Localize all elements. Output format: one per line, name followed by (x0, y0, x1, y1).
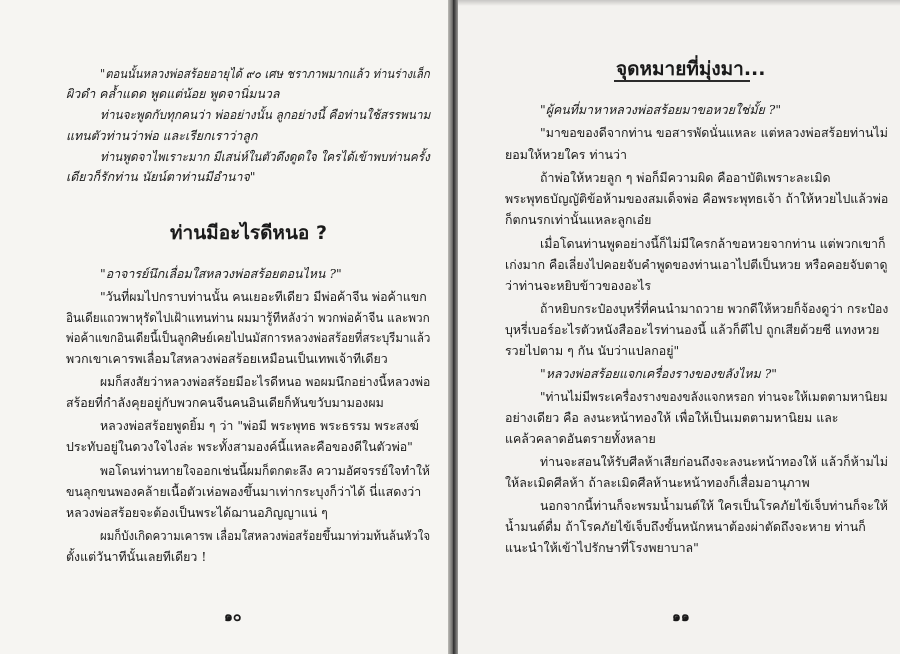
left-body-line-6: ผมก็สงสัยว่าหลวงพ่อสร้อยมีอะไรดีหนอ พอผมนึกอย่างนี้หลวงพ่อ (100, 374, 431, 389)
heading-underline (614, 80, 750, 82)
left-intro-line-4: แทนตัวท่านว่าพ่อ และเรียกเราว่าลูก (66, 128, 258, 143)
left-body-line-10: พอโดนท่านทายใจออกเช่นนี้ผมก็ตกตะลึง ความอัศจรรย์ใจทำให้ (100, 463, 430, 478)
right-body-line-15: อย่างเดียว คือ ลงนะหน้าทองให้ เพื่อให้เป็นเมตตามหานิยม และ (505, 410, 839, 425)
right-section-heading: จุดหมายที่มุ่งมา... (616, 58, 766, 80)
left-body-line-3: อินเดียแถวพาหุรัดไปเฝ้าแทนท่าน ผมมารู้ทีหลังว่า พวกพ่อค้าจีน และพวก (66, 310, 430, 325)
left-body-line-11: ขนลุกขนพองคล้ายเนื้อตัวเห่อพองขึ้นมาเท่ากระบุงก็ว่าได้ นี่แสดงว่า (66, 484, 422, 499)
left-page-number: ๑๐ (224, 609, 242, 625)
page-shadow (458, 0, 900, 6)
left-body-line-7: สร้อยที่กำลังคุยอยู่กับพวกคนจีนคนอินเดียก็หันขวับมามองผม (66, 395, 384, 410)
left-intro-line-5: ท่านพูดจาไพเราะมาก มีเสน่ห์ในตัวดึงดูดใจ ใครได้เข้าพบท่านครั้ง (100, 149, 430, 164)
left-section-heading: ท่านมีอะไรดีหนอ ? (170, 222, 327, 244)
left-body-line-5: พวกเขาเคารพเลื่อมใสหลวงพ่อสร้อยเหมือนเป็นเทพเจ้าทีเดียว (66, 351, 388, 366)
left-intro-line-3: ท่านจะพูดกับทุกคนว่า พ่ออย่างนั้น ลูกอย่างนี้ คือท่านใช้สรรพนาม (100, 107, 431, 122)
right-body-line-12: รวยไปตาม ๆ กัน นับว่าแปลกอยู่" (505, 343, 680, 358)
left-body-line-13: ผมก็บังเกิดความเคารพ เลื่อมใสหลวงพ่อสร้อยขึ้นมาท่วมท้นล้นหัวใจ (100, 528, 431, 543)
left-body-line-1: "อาจารย์นึกเลื่อมใสหลวงพ่อสร้อยตอนไหน ?" (100, 266, 342, 281)
right-body-line-6: ก็ตกนรกเท่านั้นแหละลูกเอ๋ย (505, 212, 652, 227)
left-body-line-8: หลวงพ่อสร้อยพูดยิ้ม ๆ ว่า "พ่อมี พระพุทธ พระธรรม พระสงฆ์ (100, 418, 419, 433)
right-body-line-21: แนะนำให้เข้าไปรักษาที่โรงพยาบาล" (505, 540, 699, 555)
right-body-line-19: นอกจากนี้ท่านก็จะพรมน้ำมนต์ให้ ใครเป็นโรคภัยไข้เจ็บท่านก็จะให้ (540, 498, 888, 513)
right-body-line-10: ถ้าหยิบกระป๋องบุหรี่ที่คนนำมาถวาย พวกดีให้หวยก็จ้องดูว่า กระป๋อง (540, 301, 889, 316)
book-gutter (448, 0, 458, 654)
right-body-line-14: "ท่านไม่มีพระเครื่องรางของขลังแจกหรอก ท่านจะให้เมตตามหานิยม (540, 389, 888, 404)
right-body-line-9: ว่าท่านจะหยิบข้าวของอะไร (505, 278, 652, 293)
left-intro-line-6: เดียวก็รักท่าน นัยน์ตาท่านมีอำนาจ" (66, 169, 256, 184)
left-intro-line-2: ผิวดำ คล้ำแดด พูดแต่น้อย พูดจานิ่มนวล (66, 86, 280, 101)
left-intro-line-1: "ตอนนั้นหลวงพ่อสร้อยอายุได้ ๙๐ เศษ ชราภาพมากแล้ว ท่านร่างเล็ก (100, 66, 430, 81)
left-body-line-14: ตั้งแต่วันาทีนั้นเลยทีเดียว ! (66, 549, 207, 564)
right-body-line-7: เมื่อโดนท่านพูดอย่างนี้ก็ไม่มีใครกล้าขอหวยจากท่าน แต่พวกเขาก็ (540, 236, 886, 251)
right-body-line-18: ให้ละเมิดศีลห้า ถ้าละเมิดศีลห้านะหน้าทองก็เสื่อมอานุภาพ (505, 475, 810, 490)
right-body-line-1: "ผู้คนที่มาหาหลวงพ่อสร้อยมาขอหวยใช่มั้ย ?" (540, 102, 782, 117)
left-body-line-9: ประทับอยู่ในดวงใจไงล่ะ พระทั้งสามองค์นี้แหละคือของดีในตัวพ่อ" (66, 439, 413, 454)
left-body-line-4: พ่อค้าแขกอินเดียนี้เป็นลูกศิษย์เคยไปนมัสการหลวงพ่อสร้อยที่สระบุรีมาแล้ว (66, 330, 431, 345)
right-body-line-8: เก่งมาก คือเลี่ยงไปคอยจับคำพูดของท่านเอาไปตีเป็นหวย หรือคอยจับตาดู (505, 257, 888, 272)
right-body-line-13: "หลวงพ่อสร้อยแจกเครื่องรางของขลังไหม ?" (540, 366, 778, 381)
right-page-number: ๑๑ (672, 609, 690, 625)
right-body-line-2: "มาขอของดีจากท่าน ขอสารพัดนั่นแหละ แต่หลวงพ่อสร้อยท่านไม่ (540, 125, 888, 140)
left-body-line-12: หลวงพ่อสร้อยจะต้องเป็นพระได้ฌานอภิญญาแน่ ๆ (66, 505, 328, 520)
right-body-line-16: แคล้วคลาดอันตรายทั้งหลาย (505, 431, 656, 446)
right-body-line-3: ยอมให้หวยใคร ท่านว่า (505, 147, 627, 162)
right-body-line-11: บุหรี่เบอร์อะไรตัวหนังสืออะไรท่านองนี้ แล้วก็ตีไป ถูกเสียด้วยซี แทงหวย (505, 322, 880, 337)
left-body-line-2: "วันที่ผมไปกราบท่านนั้น คนเยอะทีเดียว มีพ่อค้าจีน พ่อค้าแขก (100, 289, 427, 304)
right-body-line-5: พระพุทธบัญญัติข้อห้ามของสมเด็จพ่อ คือพระพุทธเจ้า ถ้าให้หวยไปแล้วพ่อ (505, 191, 889, 206)
right-body-line-4: ถ้าพ่อให้หวยลูก ๆ พ่อก็มีความผิด คืออาบัติเพราะละเมิด (540, 170, 831, 185)
right-body-line-17: ท่านจะสอนให้รับศีลห้าเสียก่อนถึงจะลงนะหน้าทองให้ แล้วก็ห้ามไม่ (540, 454, 889, 469)
right-body-line-20: น้ำมนต์ดื่ม ถ้าโรคภัยไข้เจ็บถึงขั้นหนักหนาต้องผ่าตัดถึงจะหาย ท่านก็ (505, 519, 866, 534)
